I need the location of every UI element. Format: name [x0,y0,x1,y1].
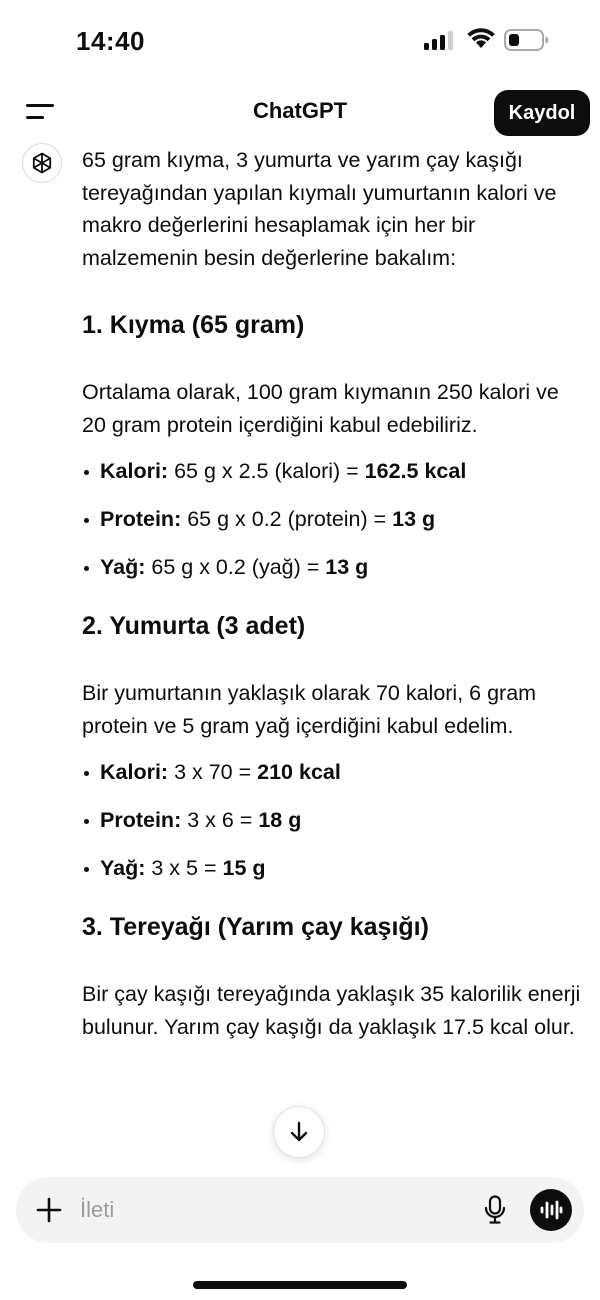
status-bar [0,0,600,80]
nutrient-expression: 65 g x 2.5 (kalori) = [168,459,365,483]
nutrient-result: 15 g [222,856,266,880]
nutrient-item [82,852,582,884]
home-indicator [193,1281,407,1289]
nutrient-label: Protein: [100,507,182,531]
message-intro: 65 gram kıyma, 3 yumurta ve yarım çay kaşığı tereyağından yapılan kıymalı yumurtanın kalori ve makro değerlerini hesaplamak için her bir malzemenin besin değerlerine bakalım: [82,148,557,270]
signup-button[interactable]: Kaydol [494,90,590,136]
section-lead: Bir yumurtanın yaklaşık olarak 70 kalori, 6 gram protein ve 5 gram yağ içerdiğini kabul edelim. [82,681,537,738]
openai-logo-icon [22,143,62,183]
section-heading: 3. Tereyağı (Yarım çay kaşığı) [82,913,429,941]
openai-logo-shape [29,150,55,176]
status-time: 14:40 [76,26,145,56]
nutrient-result: 18 g [258,808,302,832]
nutrient-item [82,804,582,836]
nutrient-result: 162.5 kcal [364,459,467,483]
microphone-icon[interactable] [484,1195,506,1225]
nutrient-result: 13 g [392,507,436,531]
nutrient-expression: 3 x 5 = [145,856,223,880]
nutrient-item [82,503,582,535]
nutrient-label: Yağ: [100,856,146,880]
nutrient-label: Kalori: [100,459,169,483]
cellular-signal-icon [424,30,456,50]
voice-waveform-icon [539,1200,563,1220]
nutrient-result: 13 g [325,555,369,579]
nutrient-label: Yağ: [100,555,146,579]
nutrient-expression: 65 g x 0.2 (protein) = [181,507,393,531]
app-title: ChatGPT [252,98,348,123]
section-heading: 2. Yumurta (3 adet) [82,612,306,640]
nutrient-result: 210 kcal [257,760,341,784]
nutrient-label: Protein: [100,808,182,832]
voice-mode-button[interactable] [530,1189,572,1231]
message-composer [16,1177,584,1243]
section-lead: Ortalama olarak, 100 gram kıymanın 250 kalori ve 20 gram protein içerdiğini kabul edebiliriz. [82,380,559,437]
plus-icon[interactable] [36,1197,62,1223]
section-heading: 1. Kıyma (65 gram) [82,311,305,339]
nutrient-item [82,455,582,487]
battery-icon [504,29,550,51]
nutrient-item [82,551,582,583]
nutrient-list [82,455,582,583]
nutrient-list [82,756,582,884]
wifi-icon [466,28,496,50]
app-header [0,80,600,144]
message-input[interactable] [80,1191,460,1229]
nutrient-expression: 3 x 70 = [168,760,258,784]
section-lead: Bir çay kaşığı tereyağında yaklaşık 35 kalorilik enerji bulunur. Yarım çay kaşığı da yaklaşık 17.5 kcal olur. [82,982,581,1039]
nutrient-expression: 3 x 6 = [181,808,259,832]
nutrient-item [82,756,582,788]
assistant-message [82,144,582,1166]
nutrient-expression: 65 g x 0.2 (yağ) = [145,555,326,579]
scroll-down-button[interactable] [273,1106,325,1158]
arrow-down-icon [288,1120,310,1144]
nutrient-label: Kalori: [100,760,169,784]
